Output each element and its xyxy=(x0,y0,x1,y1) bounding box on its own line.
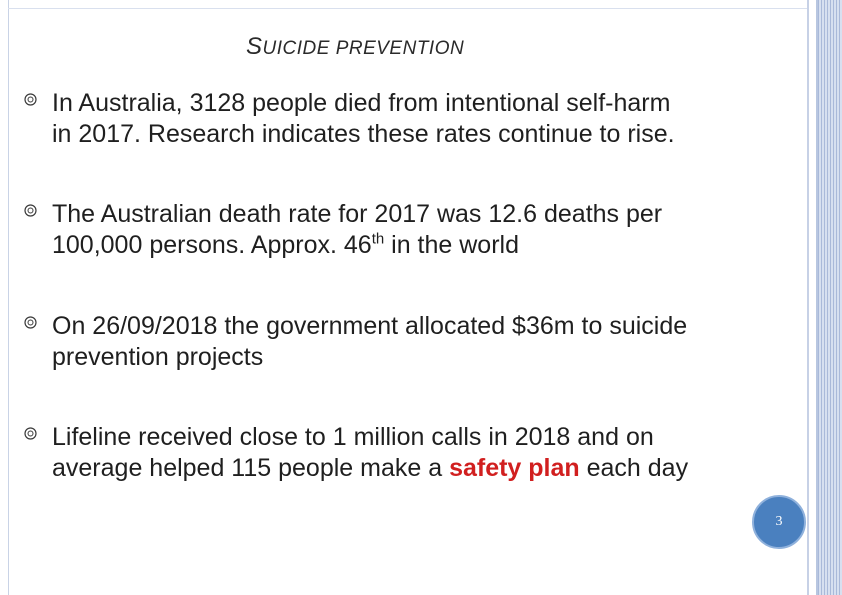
bullet-4-line-2-start: average helped 115 people make a xyxy=(52,454,450,482)
bullet-2-line-2-end: in the world xyxy=(384,231,519,259)
bullet-4-line-2 xyxy=(52,453,688,484)
slide-title xyxy=(246,33,464,61)
title-initial: S xyxy=(246,33,263,60)
safety-plan-highlight: safety plan xyxy=(449,454,580,482)
bullet-4-line-2-end: each day xyxy=(579,454,689,482)
bullet-icon xyxy=(24,316,37,329)
bullet-icon xyxy=(24,427,37,440)
bullet-icon xyxy=(24,93,37,106)
bullet-2-line-2 xyxy=(52,230,519,261)
bullet-icon xyxy=(24,204,37,217)
ordinal-suffix: th xyxy=(371,230,385,248)
bullet-1-line-1: In Australia, 3128 people died from intentional self-harm xyxy=(52,89,671,117)
decorative-side-strip xyxy=(818,0,842,595)
page-number-badge: 3 xyxy=(752,495,806,549)
bullet-1-line-2: in 2017. Research indicates these rates continue to rise. xyxy=(52,120,675,148)
frame-right-line xyxy=(807,0,809,595)
frame-top-line xyxy=(8,8,808,9)
bullet-3-line-2: prevention projects xyxy=(52,343,264,371)
title-rest: UICIDE PREVENTION xyxy=(262,38,465,59)
bullet-3-line-1: On 26/09/2018 the government allocated $36m to suicide xyxy=(52,312,688,340)
bullet-2-line-1: The Australian death rate for 2017 was 12.6 deaths per xyxy=(52,200,663,228)
bullet-4-line-1: Lifeline received close to 1 million calls in 2018 and on xyxy=(52,423,654,451)
frame-left-line xyxy=(8,0,9,595)
bullet-2-line-2-start: 100,000 persons. Approx. 46 xyxy=(52,231,372,259)
